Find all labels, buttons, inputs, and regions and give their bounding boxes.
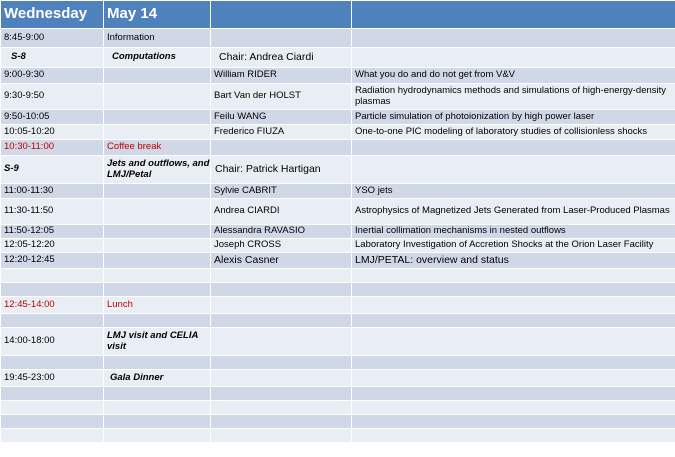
title-cell [352,283,675,297]
empty-row [1,415,675,429]
chair-cell: Chair: Patrick Hartigan [211,156,352,184]
event-cell [104,253,211,269]
empty-row [1,356,675,370]
event-cell [104,314,211,328]
speaker-cell: Alexis Casner [211,253,352,269]
event-cell [104,110,211,125]
title-cell: One-to-one PIC modeling of laboratory studies of collisionless shocks [352,125,675,140]
time-cell: 19:45-23:00 [1,370,104,387]
session-topic-cell: Computations [104,48,211,68]
session-code-cell: S-8 [1,48,104,68]
title-cell [352,314,675,328]
time-cell: 12:20-12:45 [1,253,104,269]
speaker-cell: Joseph CROSS [211,239,352,253]
time-cell [1,269,104,283]
empty-row [1,387,675,401]
title-cell [352,156,675,184]
event-cell [104,401,211,415]
title-cell [352,401,675,415]
speaker-cell [211,314,352,328]
speaker-cell [211,370,352,387]
title-cell: Laboratory Investigation of Accretion Shocks at the Orion Laser Facility [352,239,675,253]
time-cell [1,314,104,328]
title-cell [352,140,675,156]
event-cell: Gala Dinner [104,370,211,387]
title-cell: LMJ/PETAL: overview and status [352,253,675,269]
break-row [1,140,675,156]
time-cell [1,356,104,370]
event-cell: Coffee break [104,140,211,156]
speaker-cell: Sylvie CABRIT [211,184,352,199]
table-row [1,84,675,110]
speaker-cell [211,415,352,429]
title-cell: Astrophysics of Magnetized Jets Generated from Laser-Produced Plasmas [352,199,675,225]
table-row [1,110,675,125]
speaker-cell [211,269,352,283]
event-cell [104,239,211,253]
speaker-cell [211,328,352,356]
title-cell: YSO jets [352,184,675,199]
speaker-cell [211,29,352,48]
speaker-cell: Frederico FIUZA [211,125,352,140]
title-cell [352,356,675,370]
speaker-cell [211,140,352,156]
time-cell [1,401,104,415]
event-cell [104,68,211,84]
title-cell [352,29,675,48]
event-cell [104,387,211,401]
table-row [1,184,675,199]
title-cell [352,429,675,443]
empty-row [1,401,675,415]
title-cell: Particle simulation of photoionization by high power laser [352,110,675,125]
break-row [1,297,675,314]
header-empty-cell [211,1,352,29]
table-row [1,29,675,48]
speaker-cell: William RIDER [211,68,352,84]
event-cell [104,199,211,225]
empty-row [1,269,675,283]
title-cell [352,370,675,387]
title-cell: Radiation hydrodynamics methods and simulations of high-energy-density plasmas [352,84,675,110]
event-cell [104,269,211,283]
time-cell: 11:00-11:30 [1,184,104,199]
session-row [1,48,675,68]
empty-row [1,314,675,328]
chair-cell: Chair: Andrea Ciardi [211,48,352,68]
title-cell: What you do and do not get from V&V [352,68,675,84]
title-cell [352,269,675,283]
table-row [1,239,675,253]
time-cell [1,415,104,429]
event-cell: Lunch [104,297,211,314]
session-topic-cell: Jets and outflows, and LMJ/Petal [104,156,211,184]
event-cell [104,283,211,297]
speaker-cell: Alessandra RAVASIO [211,225,352,239]
time-cell: 8:45-9:00 [1,29,104,48]
speaker-cell [211,297,352,314]
speaker-cell: Bart Van der HOLST [211,84,352,110]
time-cell [1,429,104,443]
event-cell [104,225,211,239]
time-cell: 9:50-10:05 [1,110,104,125]
time-cell: 10:30-11:00 [1,140,104,156]
time-cell: 10:05-10:20 [1,125,104,140]
time-cell: 9:00-9:30 [1,68,104,84]
table-row [1,199,675,225]
speaker-cell [211,356,352,370]
table-row [1,370,675,387]
event-cell [104,356,211,370]
time-cell: 14:00-18:00 [1,328,104,356]
title-cell [352,415,675,429]
empty-row [1,429,675,443]
date-cell: May 14 [104,1,211,29]
session-row [1,156,675,184]
title-cell [352,297,675,314]
table-row [1,328,675,356]
speaker-cell [211,401,352,415]
speaker-cell: Andrea CIARDI [211,199,352,225]
table-row [1,68,675,84]
header-empty-cell [352,1,675,29]
time-cell: 11:50-12:05 [1,225,104,239]
time-cell: 11:30-11:50 [1,199,104,225]
time-cell: 12:45-14:00 [1,297,104,314]
time-cell: 9:30-9:50 [1,84,104,110]
header-row [1,1,675,29]
speaker-cell: Feilu WANG [211,110,352,125]
time-cell [1,283,104,297]
speaker-cell [211,387,352,401]
event-cell: LMJ visit and CELIA visit [104,328,211,356]
day-cell: Wednesday [1,1,104,29]
table-row [1,225,675,239]
event-cell [104,84,211,110]
title-cell [352,48,675,68]
empty-row [1,283,675,297]
session-code-cell: S-9 [1,156,104,184]
title-cell [352,387,675,401]
table-row [1,125,675,140]
table-row [1,253,675,269]
time-cell [1,387,104,401]
title-cell [352,328,675,356]
event-cell: Information [104,29,211,48]
speaker-cell [211,283,352,297]
event-cell [104,429,211,443]
event-cell [104,415,211,429]
title-cell: Inertial collimation mechanisms in nested outflows [352,225,675,239]
time-cell: 12:05-12:20 [1,239,104,253]
event-cell [104,184,211,199]
event-cell [104,125,211,140]
speaker-cell [211,429,352,443]
